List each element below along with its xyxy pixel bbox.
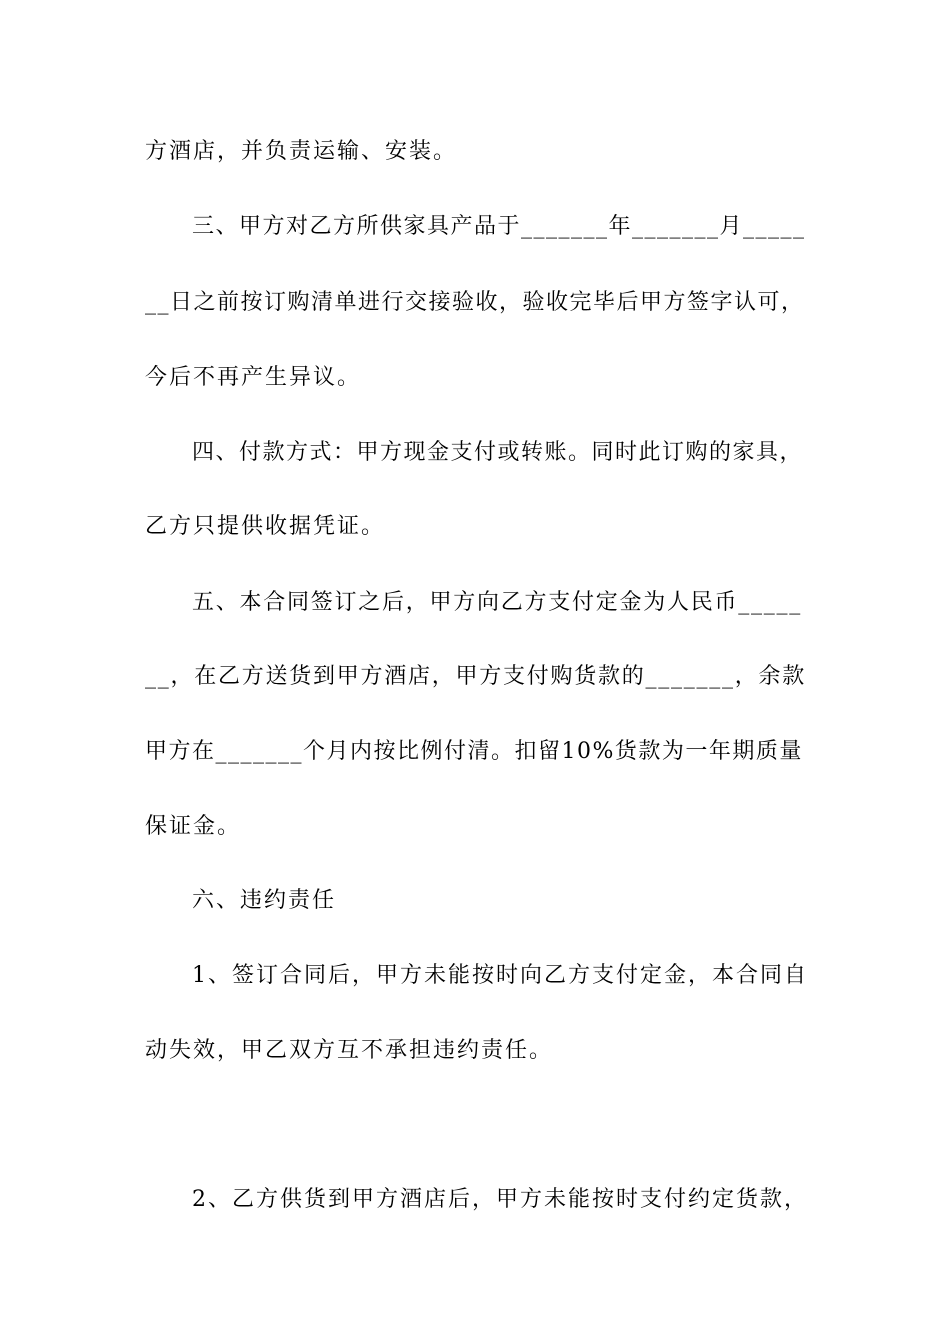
text-line: 今后不再产生异议。 (145, 365, 362, 390)
text-line: 方酒店，并负责运输、安装。 (145, 139, 458, 164)
clause-5-line: 五、本合同签订之后，甲方向乙方支付定金为人民币_____ (192, 590, 803, 615)
item-2-line: 2、乙方供货到甲方酒店后，甲方未能按时支付约定货款， (192, 1187, 808, 1212)
text-line: 甲方在_______个月内按比例付清。扣留10%货款为一年期质量 (145, 739, 803, 764)
item-1-line: 1、签订合同后，甲方未能按时向乙方支付定金，本合同自 (192, 963, 808, 988)
text-line: 保证金。 (145, 814, 242, 839)
section-heading: 六、违约责任 (192, 888, 337, 913)
clause-3-line: 三、甲方对乙方所供家具产品于_______年_______月_____ (192, 214, 806, 239)
text-line: 乙方只提供收据凭证。 (145, 514, 386, 539)
text-line: __日之前按订购清单进行交接验收，验收完毕后甲方签字认可， (145, 290, 805, 315)
clause-4-line: 四、付款方式：甲方现金支付或转账。同时此订购的家具， (192, 440, 804, 465)
text-line: __，在乙方送货到甲方酒店，甲方支付购货款的_______，余款 (145, 664, 807, 689)
text-line: 动失效，甲乙双方互不承担违约责任。 (145, 1038, 554, 1063)
